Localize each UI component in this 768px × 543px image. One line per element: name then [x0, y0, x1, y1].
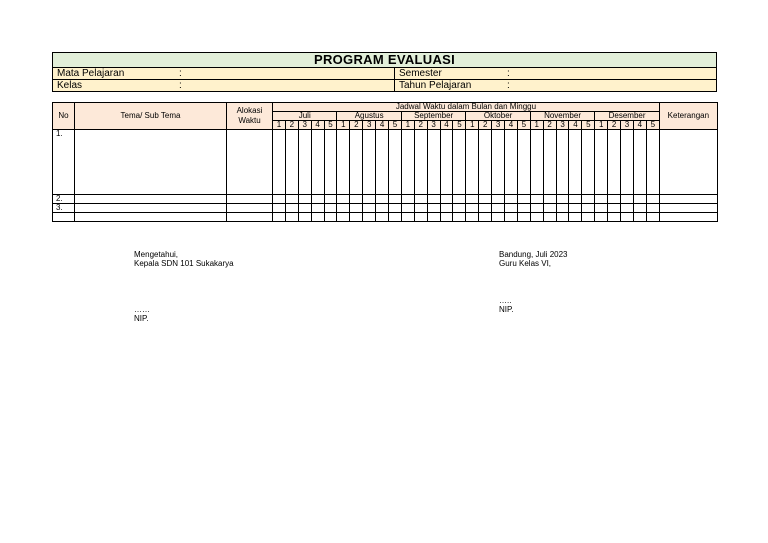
table-cell — [376, 213, 389, 222]
month-header: Agustus — [337, 112, 401, 121]
table-cell — [75, 213, 227, 222]
week-header: 4 — [440, 121, 453, 130]
table-cell — [582, 130, 595, 195]
week-header: 5 — [389, 121, 402, 130]
signature-right-nip: NIP. — [499, 305, 514, 314]
table-cell — [337, 204, 350, 213]
row-number: 1. — [53, 130, 75, 195]
table-cell — [543, 195, 556, 204]
table-cell — [401, 204, 414, 213]
signature-right-dots: ….. — [499, 296, 512, 305]
week-header: 5 — [646, 121, 659, 130]
table-cell — [440, 204, 453, 213]
table-cell — [298, 213, 311, 222]
table-cell — [376, 130, 389, 195]
table-cell — [659, 213, 717, 222]
semester-field — [395, 68, 717, 80]
table-cell — [273, 130, 286, 195]
table-cell — [646, 130, 659, 195]
schedule-table — [52, 102, 718, 222]
table-cell — [453, 130, 466, 195]
table-cell — [608, 204, 621, 213]
colon: : — [507, 68, 510, 79]
table-cell — [324, 213, 337, 222]
table-cell — [659, 130, 717, 195]
table-cell — [298, 204, 311, 213]
week-header: 3 — [556, 121, 569, 130]
week-header: 4 — [569, 121, 582, 130]
table-cell — [75, 195, 227, 204]
signature-left-line1: Mengetahui, — [134, 250, 179, 259]
table-cell — [492, 204, 505, 213]
week-header: 3 — [427, 121, 440, 130]
table-cell — [633, 213, 646, 222]
table-cell — [227, 195, 273, 204]
month-header: November — [530, 112, 594, 121]
table-cell — [466, 130, 479, 195]
week-header: 2 — [543, 121, 556, 130]
table-cell — [479, 195, 492, 204]
table-row — [53, 130, 718, 195]
table-cell — [337, 195, 350, 204]
table-cell — [621, 213, 634, 222]
table-cell — [633, 204, 646, 213]
table-cell — [285, 195, 298, 204]
table-cell — [414, 130, 427, 195]
table-cell — [75, 130, 227, 195]
semester-label: Semester — [399, 68, 442, 79]
table-cell — [273, 195, 286, 204]
mata-pelajaran-label: Mata Pelajaran — [57, 68, 125, 79]
table-cell — [427, 195, 440, 204]
month-header: Desember — [595, 112, 660, 121]
table-cell — [376, 195, 389, 204]
table-cell — [401, 130, 414, 195]
table-cell — [543, 204, 556, 213]
month-header: September — [401, 112, 465, 121]
table-cell — [505, 204, 518, 213]
week-header: 1 — [273, 121, 286, 130]
table-cell — [530, 204, 543, 213]
table-cell — [569, 204, 582, 213]
table-cell — [633, 130, 646, 195]
week-header: 1 — [530, 121, 543, 130]
colon: : — [179, 80, 182, 91]
table-cell — [298, 195, 311, 204]
table-cell — [324, 204, 337, 213]
table-cell — [505, 213, 518, 222]
table-cell — [659, 195, 717, 204]
week-header: 2 — [350, 121, 363, 130]
table-cell — [453, 195, 466, 204]
table-cell — [621, 204, 634, 213]
table-cell — [582, 204, 595, 213]
tahun-pelajaran-field — [395, 80, 717, 92]
table-cell — [595, 130, 608, 195]
table-cell — [505, 195, 518, 204]
table-cell — [659, 204, 717, 213]
signature-left-dots: …… — [134, 305, 150, 314]
table-cell — [453, 204, 466, 213]
table-cell — [608, 195, 621, 204]
header-no: No — [53, 103, 75, 130]
week-header: 1 — [337, 121, 350, 130]
table-cell — [363, 195, 376, 204]
table-cell — [646, 204, 659, 213]
table-cell — [608, 213, 621, 222]
table-cell — [479, 213, 492, 222]
table-cell — [285, 213, 298, 222]
table-cell — [466, 204, 479, 213]
week-header: 2 — [285, 121, 298, 130]
table-cell — [633, 195, 646, 204]
table-cell — [227, 204, 273, 213]
table-cell — [492, 213, 505, 222]
week-header: 1 — [401, 121, 414, 130]
header-table — [52, 52, 717, 92]
mata-pelajaran-field — [53, 68, 395, 80]
table-cell — [350, 213, 363, 222]
signature-left — [134, 250, 234, 323]
table-cell — [582, 195, 595, 204]
table-cell — [646, 213, 659, 222]
table-cell — [376, 204, 389, 213]
table-cell — [530, 130, 543, 195]
table-cell — [389, 213, 402, 222]
signature-left-line2: Kepala SDN 101 Sukakarya — [134, 259, 234, 268]
signature-right — [499, 250, 568, 314]
week-header: 5 — [517, 121, 530, 130]
week-header: 2 — [479, 121, 492, 130]
month-header: Juli — [273, 112, 337, 121]
table-cell — [427, 130, 440, 195]
table-cell — [440, 213, 453, 222]
table-cell — [414, 195, 427, 204]
table-cell — [363, 213, 376, 222]
header-alokasi — [227, 103, 273, 130]
table-cell — [505, 130, 518, 195]
table-cell — [285, 130, 298, 195]
week-header: 2 — [608, 121, 621, 130]
table-cell — [530, 195, 543, 204]
table-cell — [389, 204, 402, 213]
table-cell — [273, 204, 286, 213]
table-cell — [363, 204, 376, 213]
table-cell — [621, 130, 634, 195]
table-cell — [608, 130, 621, 195]
table-cell — [440, 195, 453, 204]
table-cell — [479, 204, 492, 213]
table-cell — [556, 130, 569, 195]
signature-right-line1: Bandung, Juli 2023 — [499, 250, 568, 259]
table-cell — [324, 195, 337, 204]
week-header: 3 — [492, 121, 505, 130]
table-cell — [311, 130, 324, 195]
table-cell — [517, 195, 530, 204]
header-tema: Tema/ Sub Tema — [75, 103, 227, 130]
row-number: 3. — [53, 204, 75, 213]
signature-right-line2: Guru Kelas VI, — [499, 259, 552, 268]
header-keterangan: Keterangan — [659, 103, 717, 130]
week-header: 4 — [633, 121, 646, 130]
table-cell — [517, 204, 530, 213]
table-cell — [427, 213, 440, 222]
table-cell — [311, 204, 324, 213]
table-cell — [401, 213, 414, 222]
table-cell — [337, 130, 350, 195]
week-header: 4 — [311, 121, 324, 130]
colon: : — [507, 80, 510, 91]
kelas-label: Kelas — [57, 80, 83, 91]
row-number: 2. — [53, 195, 75, 204]
table-cell — [227, 130, 273, 195]
table-cell — [324, 130, 337, 195]
header-jadwal: Jadwal Waktu dalam Bulan dan Minggu — [273, 103, 660, 112]
table-cell — [517, 130, 530, 195]
colon: : — [179, 68, 182, 79]
table-cell — [337, 213, 350, 222]
table-cell — [466, 195, 479, 204]
table-cell — [595, 213, 608, 222]
kelas-field — [53, 80, 395, 92]
table-cell — [453, 213, 466, 222]
table-cell — [517, 213, 530, 222]
week-header: 2 — [414, 121, 427, 130]
table-cell — [440, 130, 453, 195]
table-cell — [350, 195, 363, 204]
table-cell — [569, 195, 582, 204]
header-alokasi-line2: Waktu — [238, 116, 261, 125]
table-cell — [582, 213, 595, 222]
week-header: 3 — [298, 121, 311, 130]
header-alokasi-line1: Alokasi — [236, 106, 263, 115]
table-cell — [543, 130, 556, 195]
table-cell — [646, 195, 659, 204]
table-cell — [75, 204, 227, 213]
table-cell — [311, 213, 324, 222]
table-cell — [273, 213, 286, 222]
table-cell — [298, 130, 311, 195]
table-cell — [530, 213, 543, 222]
table-row — [53, 204, 718, 213]
month-header: Oktober — [466, 112, 530, 121]
week-header: 1 — [595, 121, 608, 130]
table-cell — [621, 195, 634, 204]
row-number — [53, 213, 75, 222]
table-row — [53, 213, 718, 222]
week-header: 4 — [376, 121, 389, 130]
table-cell — [363, 130, 376, 195]
week-header: 3 — [363, 121, 376, 130]
week-header: 5 — [582, 121, 595, 130]
table-row — [53, 195, 718, 204]
table-cell — [350, 130, 363, 195]
week-header: 1 — [466, 121, 479, 130]
week-header: 4 — [505, 121, 518, 130]
week-header: 5 — [324, 121, 337, 130]
table-cell — [414, 213, 427, 222]
table-cell — [427, 204, 440, 213]
table-cell — [389, 130, 402, 195]
table-cell — [389, 195, 402, 204]
week-header: 5 — [453, 121, 466, 130]
table-cell — [569, 130, 582, 195]
table-cell — [556, 195, 569, 204]
table-cell — [227, 213, 273, 222]
table-cell — [492, 195, 505, 204]
table-cell — [466, 213, 479, 222]
page-title: PROGRAM EVALUASI — [53, 53, 717, 68]
table-cell — [595, 204, 608, 213]
table-cell — [479, 130, 492, 195]
table-cell — [492, 130, 505, 195]
table-cell — [556, 213, 569, 222]
signature-left-nip: NIP. — [134, 314, 149, 323]
table-cell — [285, 204, 298, 213]
table-cell — [401, 195, 414, 204]
tahun-pelajaran-label: Tahun Pelajaran — [399, 80, 472, 91]
table-cell — [556, 204, 569, 213]
table-cell — [311, 195, 324, 204]
week-header: 3 — [621, 121, 634, 130]
table-cell — [414, 204, 427, 213]
table-cell — [543, 213, 556, 222]
table-cell — [350, 204, 363, 213]
table-cell — [569, 213, 582, 222]
table-cell — [595, 195, 608, 204]
